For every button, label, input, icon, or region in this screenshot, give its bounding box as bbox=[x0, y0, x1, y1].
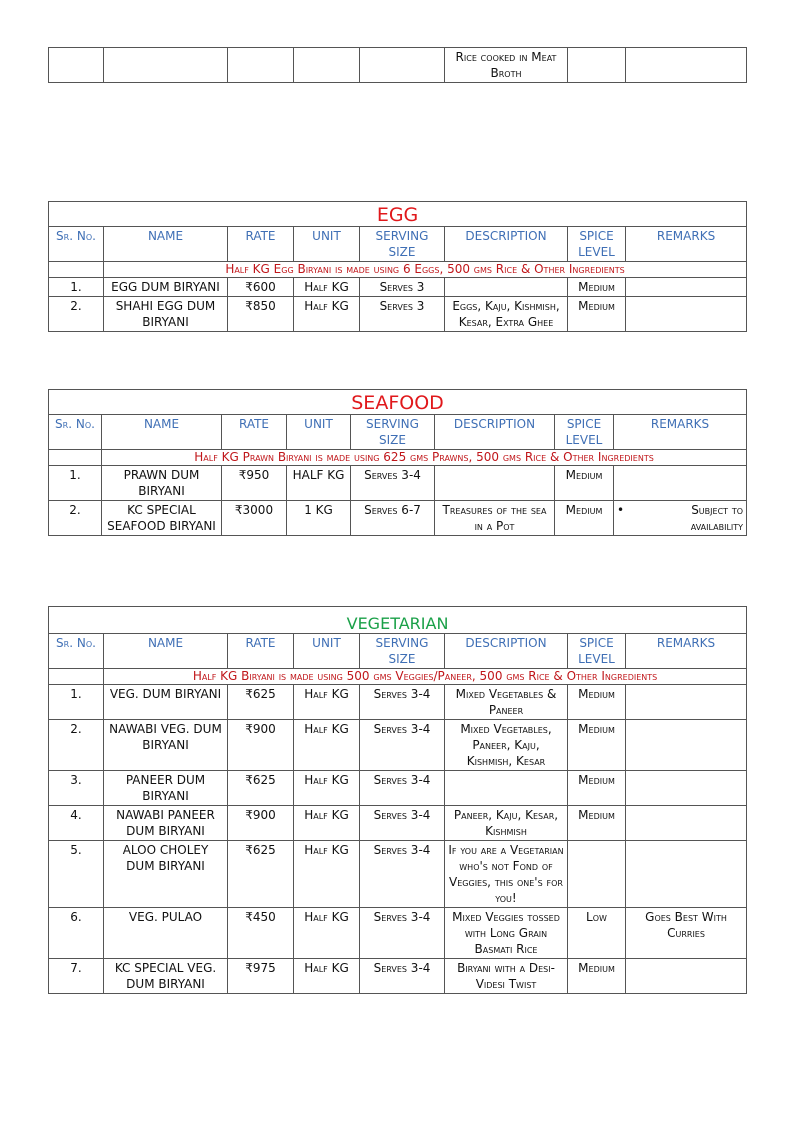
remarks-text: Subject to availability bbox=[690, 503, 744, 533]
header-remarks: REMARKS bbox=[626, 227, 747, 262]
serving-cell: Serves 3 bbox=[360, 297, 445, 332]
rate-cell: ₹975 bbox=[228, 959, 294, 994]
spice-cell: Medium bbox=[568, 959, 626, 994]
name-cell: KC SPECIAL VEG. DUM BIRYANI bbox=[104, 959, 228, 994]
header-description: DESCRIPTION bbox=[445, 634, 568, 669]
description-cell: If you are a Vegetarian who's not Fond of Veggies, this one's for you! bbox=[445, 841, 568, 908]
section-note: Half KG Egg Biryani is made using 6 Eggs, 500 gms Rice & Other Ingredients bbox=[104, 262, 747, 278]
unit-cell: Half KG bbox=[294, 908, 360, 959]
spice-cell: Medium bbox=[568, 685, 626, 720]
unit-cell: Half KG bbox=[294, 771, 360, 806]
description-cell: Mixed Vegetables, Paneer, Kaju, Kishmish, Kesar bbox=[445, 720, 568, 771]
table-row bbox=[49, 48, 747, 83]
header-sr: Sr. No. bbox=[49, 227, 104, 262]
remarks-cell bbox=[626, 771, 747, 806]
remarks-cell bbox=[626, 278, 747, 297]
table-row bbox=[49, 297, 747, 332]
description-cell: Paneer, Kaju, Kesar, Kishmish bbox=[445, 806, 568, 841]
name-cell: PANEER DUM BIRYANI bbox=[104, 771, 228, 806]
rate-cell: ₹625 bbox=[228, 685, 294, 720]
serving-cell: Serves 3-4 bbox=[360, 806, 445, 841]
unit-cell: HALF KG bbox=[287, 466, 351, 501]
description-cell: Mixed Vegetables & Paneer bbox=[445, 685, 568, 720]
header-rate: RATE bbox=[228, 227, 294, 262]
header-remarks: REMARKS bbox=[626, 634, 747, 669]
spice-cell: Medium bbox=[568, 278, 626, 297]
serving-cell: Serves 3-4 bbox=[351, 466, 435, 501]
header-rate: RATE bbox=[222, 415, 287, 450]
table-row bbox=[49, 466, 747, 501]
header-unit: UNIT bbox=[294, 634, 360, 669]
section-title: EGG bbox=[49, 202, 747, 227]
serving-cell: Serves 6-7 bbox=[351, 501, 435, 536]
remarks-cell bbox=[626, 806, 747, 841]
serving-cell: Serves 3-4 bbox=[360, 959, 445, 994]
seafood-table bbox=[48, 389, 747, 536]
name-cell: VEG. PULAO bbox=[104, 908, 228, 959]
serving-cell: Serves 3-4 bbox=[360, 908, 445, 959]
description-cell bbox=[445, 278, 568, 297]
rate-cell: ₹900 bbox=[228, 720, 294, 771]
header-row bbox=[49, 227, 747, 262]
spice-cell: Medium bbox=[555, 466, 614, 501]
unit-cell: Half KG bbox=[294, 959, 360, 994]
spice-cell: Low bbox=[568, 908, 626, 959]
name-cell: PRAWN DUM BIRYANI bbox=[102, 466, 222, 501]
remarks-cell bbox=[626, 841, 747, 908]
name-cell: KC SPECIAL SEAFOOD BIRYANI bbox=[102, 501, 222, 536]
sr-cell: 1. bbox=[49, 466, 102, 501]
section-title: VEGETARIAN bbox=[49, 607, 747, 634]
sr-cell: 2. bbox=[49, 720, 104, 771]
name-cell: NAWABI VEG. DUM BIRYANI bbox=[104, 720, 228, 771]
rate-cell: ₹625 bbox=[228, 841, 294, 908]
header-serving: SERVING SIZE bbox=[360, 634, 445, 669]
spice-cell: Medium bbox=[555, 501, 614, 536]
header-description: DESCRIPTION bbox=[435, 415, 555, 450]
name-cell: NAWABI PANEER DUM BIRYANI bbox=[104, 806, 228, 841]
unit-cell: 1 KG bbox=[287, 501, 351, 536]
rate-cell: ₹450 bbox=[228, 908, 294, 959]
header-description: DESCRIPTION bbox=[445, 227, 568, 262]
remarks-cell bbox=[626, 297, 747, 332]
remarks-cell: Goes Best With Curries bbox=[626, 908, 747, 959]
header-name: NAME bbox=[104, 634, 228, 669]
spice-cell: Medium bbox=[568, 806, 626, 841]
unit-cell: Half KG bbox=[294, 806, 360, 841]
unit-cell: Half KG bbox=[294, 720, 360, 771]
table-row bbox=[49, 908, 747, 959]
table-row bbox=[49, 959, 747, 994]
header-serving: SERVING SIZE bbox=[351, 415, 435, 450]
unit-cell: Half KG bbox=[294, 278, 360, 297]
sr-cell: 4. bbox=[49, 806, 104, 841]
sr-cell: 2. bbox=[49, 501, 102, 536]
rate-cell: ₹625 bbox=[228, 771, 294, 806]
header-sr: Sr. No. bbox=[49, 634, 104, 669]
table-row bbox=[49, 685, 747, 720]
header-spice: SPICE LEVEL bbox=[568, 227, 626, 262]
rate-cell: ₹950 bbox=[222, 466, 287, 501]
header-serving: SERVING SIZE bbox=[360, 227, 445, 262]
section-note: Half KG Biryani is made using 500 gms Veggies/Paneer, 500 gms Rice & Other Ingredients bbox=[104, 669, 747, 685]
remarks-cell bbox=[626, 685, 747, 720]
name-cell: VEG. DUM BIRYANI bbox=[104, 685, 228, 720]
spice-cell: Medium bbox=[568, 720, 626, 771]
remarks-cell bbox=[626, 959, 747, 994]
remarks-cell bbox=[626, 720, 747, 771]
sr-cell: 5. bbox=[49, 841, 104, 908]
name-cell: SHAHI EGG DUM BIRYANI bbox=[104, 297, 228, 332]
name-cell: EGG DUM BIRYANI bbox=[104, 278, 228, 297]
vegetarian-table bbox=[48, 606, 747, 994]
table-row bbox=[49, 771, 747, 806]
rate-cell: ₹850 bbox=[228, 297, 294, 332]
header-row bbox=[49, 415, 747, 450]
name-cell: ALOO CHOLEY DUM BIRYANI bbox=[104, 841, 228, 908]
header-rate: RATE bbox=[228, 634, 294, 669]
header-spice: SPICE LEVEL bbox=[555, 415, 614, 450]
remarks-cell bbox=[614, 501, 747, 536]
vegetarian-rows bbox=[49, 685, 747, 994]
spice-cell: Medium bbox=[568, 771, 626, 806]
unit-cell: Half KG bbox=[294, 685, 360, 720]
table-row bbox=[49, 806, 747, 841]
header-remarks: REMARKS bbox=[614, 415, 747, 450]
sr-cell: 6. bbox=[49, 908, 104, 959]
rate-cell: ₹600 bbox=[228, 278, 294, 297]
serving-cell: Serves 3 bbox=[360, 278, 445, 297]
description-cell: Rice cooked in Meat Broth bbox=[445, 48, 568, 83]
description-cell: Biryani with a Desi-Videsi Twist bbox=[445, 959, 568, 994]
header-unit: UNIT bbox=[294, 227, 360, 262]
egg-table bbox=[48, 201, 747, 332]
spice-cell bbox=[568, 841, 626, 908]
sr-cell: 1. bbox=[49, 278, 104, 297]
serving-cell: Serves 3-4 bbox=[360, 771, 445, 806]
serving-cell: Serves 3-4 bbox=[360, 720, 445, 771]
remarks-cell bbox=[614, 466, 747, 501]
table-row bbox=[49, 501, 747, 536]
description-cell: Treasures of the sea in a Pot bbox=[435, 501, 555, 536]
description-cell: Mixed Veggies tossed with Long Grain Basmati Rice bbox=[445, 908, 568, 959]
unit-cell: Half KG bbox=[294, 297, 360, 332]
header-unit: UNIT bbox=[287, 415, 351, 450]
sr-cell: 2. bbox=[49, 297, 104, 332]
sr-cell: 7. bbox=[49, 959, 104, 994]
header-spice: SPICE LEVEL bbox=[568, 634, 626, 669]
header-sr: Sr. No. bbox=[49, 415, 102, 450]
table-row bbox=[49, 841, 747, 908]
serving-cell: Serves 3-4 bbox=[360, 685, 445, 720]
top-partial-table bbox=[48, 47, 747, 83]
rate-cell: ₹900 bbox=[228, 806, 294, 841]
table-row bbox=[49, 720, 747, 771]
sr-cell: 1. bbox=[49, 685, 104, 720]
bullet-icon: • bbox=[617, 503, 625, 517]
sr-cell: 3. bbox=[49, 771, 104, 806]
description-cell bbox=[435, 466, 555, 501]
header-name: NAME bbox=[104, 227, 228, 262]
description-cell: Eggs, Kaju, Kishmish, Kesar, Extra Ghee bbox=[445, 297, 568, 332]
header-name: NAME bbox=[102, 415, 222, 450]
rate-cell: ₹3000 bbox=[222, 501, 287, 536]
section-title: SEAFOOD bbox=[49, 390, 747, 415]
serving-cell: Serves 3-4 bbox=[360, 841, 445, 908]
description-cell bbox=[445, 771, 568, 806]
spice-cell: Medium bbox=[568, 297, 626, 332]
header-row bbox=[49, 634, 747, 669]
section-note: Half KG Prawn Biryani is made using 625 gms Prawns, 500 gms Rice & Other Ingredients bbox=[102, 450, 747, 466]
unit-cell: Half KG bbox=[294, 841, 360, 908]
table-row bbox=[49, 278, 747, 297]
